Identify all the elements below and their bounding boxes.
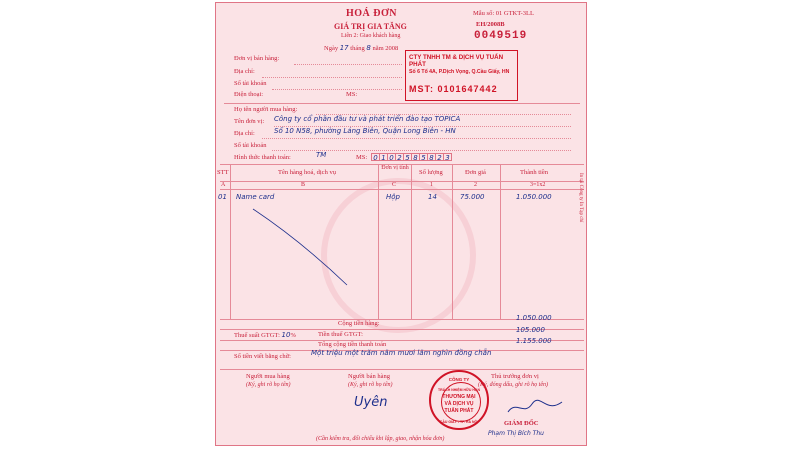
code-b: B [301, 182, 306, 188]
invoice-number: 0049519 [474, 30, 528, 42]
invoice-date: Ngày 17 tháng 8 năm 2008 [324, 44, 399, 52]
seller-phone-label: Điện thoại: [234, 91, 264, 98]
seller-address-label: Địa chỉ: [234, 68, 255, 75]
stamp-tax-code: MST: 0101647442 [409, 84, 498, 94]
row-amount: 1.050.000 [516, 193, 552, 201]
side-print-note: In tại Công ty In Tạp chí [578, 173, 583, 223]
vat-amount-label: Tiền thuế GTGT: [318, 331, 363, 338]
total-goods: 1.050.000 [516, 314, 552, 322]
row-qty: 14 [428, 193, 437, 201]
buyer-unit-value: Công ty cổ phần đầu tư và phát triển đào tạo TOPICA [274, 115, 461, 123]
code-a: A [221, 182, 226, 188]
form-code: Mẫu số: 01 GTKT-3LL [473, 10, 534, 17]
invoice-sheet [215, 2, 587, 446]
strike-line [251, 201, 351, 291]
grand-total-label: Tổng cộng tiền thanh toán [318, 341, 387, 348]
grand-total: 1.155.000 [516, 337, 552, 345]
copy-note: Liên 2: Giao khách hàng [341, 33, 401, 39]
row-price: 75.000 [460, 193, 485, 201]
col-price: Đơn giá [465, 169, 486, 176]
head-sign-note: (Ký, đóng dấu, ghi rõ họ tên) [478, 382, 548, 388]
seller-account-label: Số tài khoản [234, 80, 267, 87]
director-signature [506, 398, 566, 418]
director-name: Phạm Thị Bích Thu [488, 430, 544, 437]
row-unit: Hộp [386, 193, 400, 201]
buyer-sign-title: Người mua hàng [246, 373, 290, 380]
col-name: Tên hàng hoá, dịch vụ [278, 169, 336, 176]
serial: EH/2008B [476, 21, 505, 28]
seller-signature: Uyên [354, 395, 388, 410]
invoice-subtitle: GIÁ TRỊ GIA TĂNG [334, 22, 407, 31]
seller-sign-note: (Ký, ghi rõ họ tên) [348, 382, 393, 388]
vat-rate-label: Thuế suất GTGT: 10% [234, 331, 296, 339]
col-qty: Số lượng [419, 169, 443, 176]
buyer-account-label: Số tài khoản [234, 142, 267, 149]
buyer-ms-label: MS: [356, 154, 368, 161]
code-3: 3=1x2 [530, 182, 546, 188]
row-name: Name card [236, 193, 275, 201]
buyer-name-label: Họ tên người mua hàng: [234, 106, 298, 113]
payment-label: Hình thức thanh toán: [234, 154, 291, 161]
row-stt: 01 [218, 193, 227, 201]
buyer-address-label: Địa chỉ: [234, 130, 255, 137]
head-sign-title: Thủ trưởng đơn vị [491, 373, 539, 380]
seller-sign-title: Người bán hàng [348, 373, 390, 380]
footer-note: (Cần kiểm tra, đối chiếu khi lập, giao, nhận hóa đơn) [316, 436, 445, 442]
vat-amount: 105.000 [516, 326, 545, 334]
payment-value: TM [316, 151, 327, 159]
buyer-tax-code: 0 1 0 2 5 8 5 8 2 3 [372, 153, 452, 161]
director-label: GIÁM ĐỐC [504, 420, 539, 427]
invoice-title: HOÁ ĐƠN [346, 8, 397, 19]
words-label: Số tiền viết bằng chữ: [234, 353, 291, 360]
seller-ms-label: MS: [346, 91, 358, 98]
total-goods-label: Cộng tiền hàng: [338, 320, 380, 327]
stamp-address: Số 6 Tổ 4A, P.Dịch Vọng, Q.Cầu Giấy, HN [409, 69, 510, 75]
code-c: C [392, 182, 397, 188]
col-stt: STT [217, 169, 229, 176]
buyer-address-value: Số 10 N58, phường Láng Biên, Quận Long Biên - HN [274, 127, 456, 135]
buyer-sign-note: (Ký, ghi rõ họ tên) [246, 382, 291, 388]
code-2: 2 [474, 182, 477, 188]
seller-info-stamp [405, 50, 518, 101]
stamp-company: CTY TNHH TM & DỊCH VỤ TUẤN PHÁT [409, 54, 504, 68]
col-unit: Đơn vị tính [381, 165, 409, 171]
code-1: 1 [430, 182, 433, 188]
seller-unit-label: Đơn vị bán hàng: [234, 55, 280, 62]
buyer-unit-label: Tên đơn vị: [234, 118, 265, 125]
company-seal: CÔNG TY TRÁCH NHIỆM HỮU HẠN THƯƠNG MẠI VÀ DỊCH VỤ TUẤN PHÁT CẦU GIẤY - TP. HÀ NỘI [429, 370, 489, 430]
col-amount: Thành tiền [520, 169, 548, 176]
words-value: Một triệu một trăm năm mươi lăm nghìn đồng chẵn [311, 349, 492, 357]
